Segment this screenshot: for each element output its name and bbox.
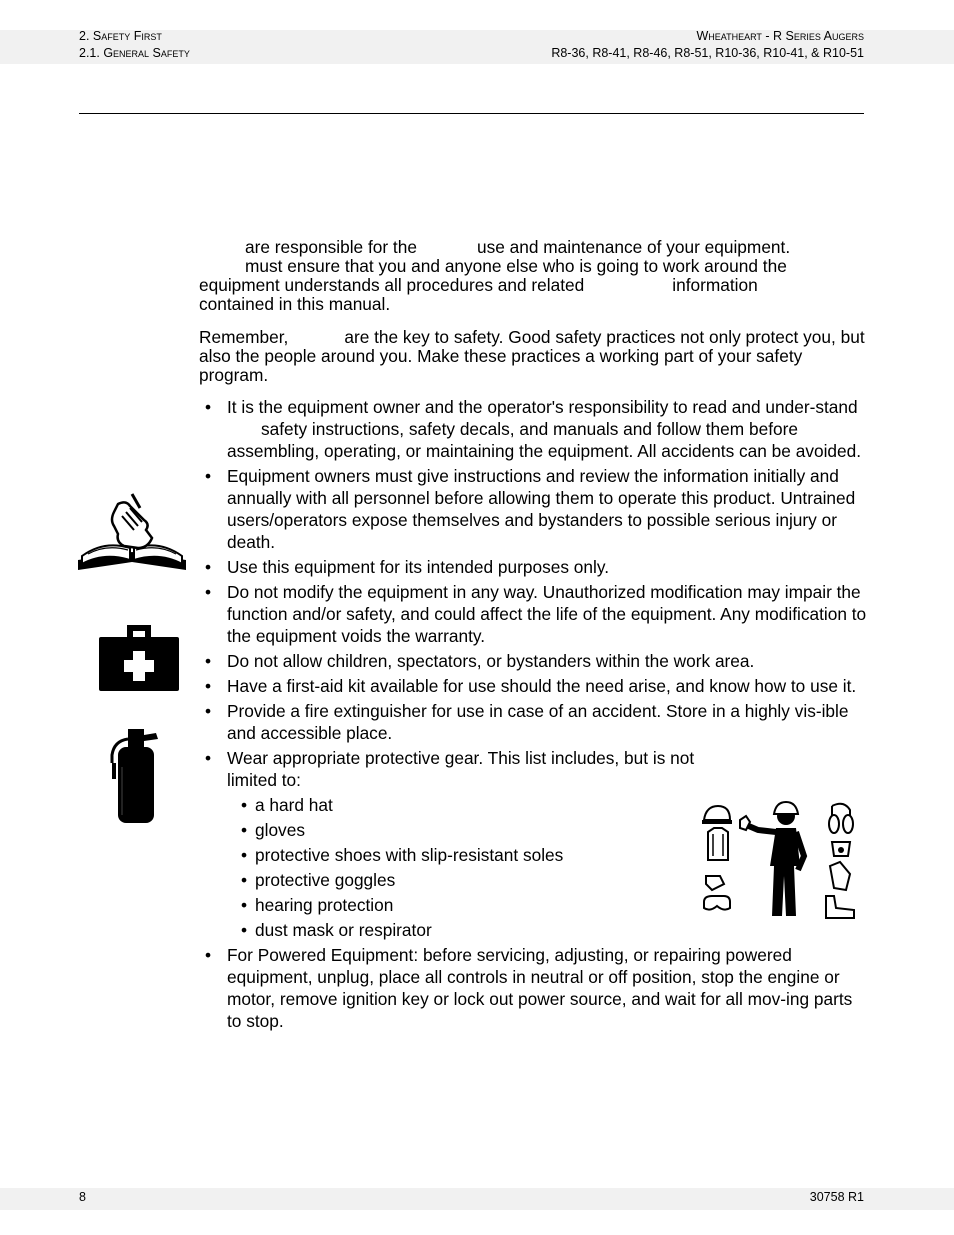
document-number: 30758 R1 [809,1190,864,1204]
header-models: R8-36, R8-41, R8-46, R8-51, R10-36, R10-41, & R10-51 [551,46,864,60]
bullet-first-aid: • Have a first-aid kit available for use should the need arise, and know how to use it. [199,675,869,697]
gear-item: • dust mask or respirator [227,919,869,941]
bullet-fire-extinguisher: • Provide a fire extinguisher for use in case of an accident. Store in a highly vis-ible and accessible place. [199,700,869,744]
header-section: 2. Safety First [79,29,162,43]
remember-paragraph [199,328,869,385]
gear-intro: • Wear appropriate protective gear. This list includes, but is not limited to: [227,748,695,790]
intro-paragraph [199,238,869,314]
gear-item: • gloves [227,819,869,841]
header-subsection: 2.1. General Safety [79,46,190,60]
header-left [79,28,190,62]
gear-item: • a hard hat [227,794,869,816]
page-number: 8 [79,1190,86,1204]
protective-gear-icon [700,800,860,920]
intro-line2: must ensure that you and anyone else who is going to work around the [245,256,787,276]
header-product: Wheatheart - R Series Augers [696,29,864,43]
safety-bullet-list [199,396,869,1035]
bullet-intended-use: • Use this equipment for its intended purposes only. [199,556,869,578]
intro-line3a: equipment understands all procedures and related [199,275,585,295]
fire-extinguisher-icon [108,727,164,825]
bullet-powered-equipment: • For Powered Equipment: before servicing, adjusting, or repairing powered equipment, unplug, place all controls in neutral or off position, stop the engine or motor, remove ignition key or lock out power source, and wait for all mov-ing parts to stop. [199,944,869,1032]
header-right [551,28,864,62]
bullet-bystanders: • Do not allow children, spectators, or bystanders within the work area. [199,650,869,672]
gear-item: • hearing protection [227,894,869,916]
gear-item: • protective shoes with slip-resistant soles [227,844,869,866]
bullet-no-modification: • Do not modify the equipment in any way. Unauthorized modification may impair the function and/or safety, and could affect the life of the equipment. Any modification to the equipment voids the warranty. [199,581,869,647]
gear-item: • protective goggles [227,869,869,891]
first-aid-kit-icon [97,623,181,693]
read-manual-icon [74,490,190,578]
bullet-owner-instructions: • Equipment owners must give instructions and review the information initially and annually with all personnel before allowing them to operate this product. Untrained users/operators expose themselves and bystanders to possible serious injury or death. [199,465,869,553]
intro-line4: contained in this manual. [199,294,391,314]
intro-line3b: information [672,275,758,295]
remember-a: Remember, [199,327,289,347]
intro-line1a: are responsible for the [245,237,417,257]
bullet-read-understand: • It is the equipment owner and the operator's responsibility to read and under-standsafety instructions, safety decals, and manuals and follow them before assembling, operating, or maintaining the equipment. All accidents can be avoided. [199,396,869,462]
remember-b: are the key to safety. Good safety practices not only protect you, but also the people around you. Make these practices a working part of your safety program. [199,327,865,385]
intro-line1b: use and maintenance of your equipment. [476,237,791,257]
header-rule [79,113,864,114]
